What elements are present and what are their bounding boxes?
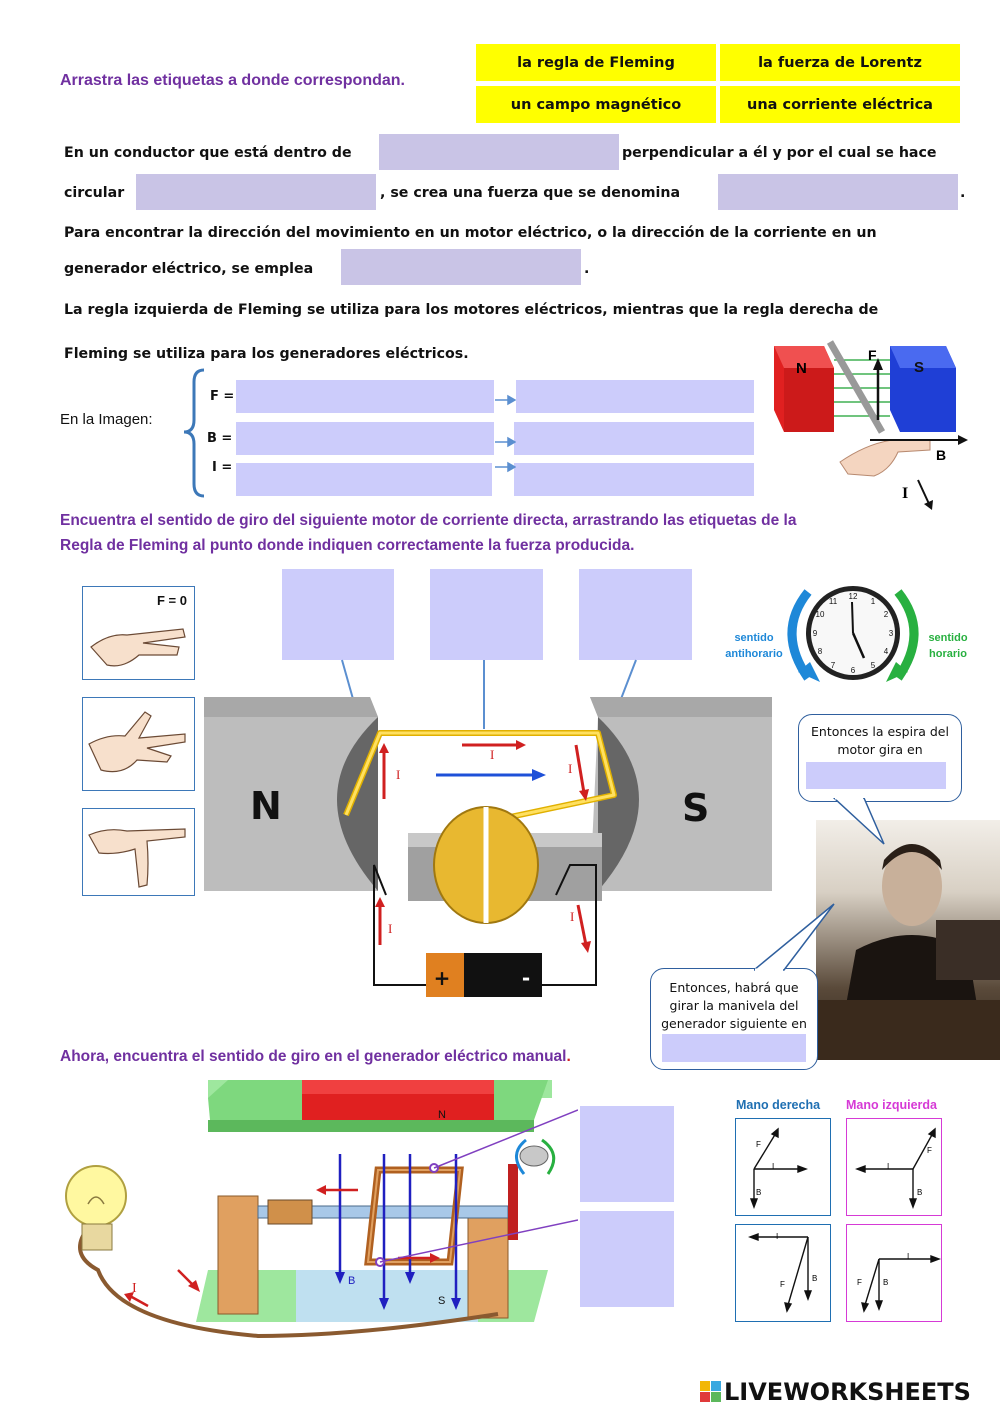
- svg-text:2: 2: [883, 610, 889, 619]
- rule-box-left-1[interactable]: [846, 1118, 942, 1216]
- hand-card-3[interactable]: [82, 808, 195, 896]
- r1-b: B: [756, 1188, 762, 1197]
- motor-instruction-2: Regla de Fleming al punto donde indiquen correctamente la fuerza producida.: [60, 537, 635, 554]
- hand-pointing-icon: [87, 704, 191, 784]
- generator-instruction: Ahora, encuentra el sentido de giro en el generador eléctrico manual.: [60, 1048, 571, 1065]
- motor-rotation-drop[interactable]: [806, 762, 946, 789]
- battery-minus: -: [521, 966, 531, 990]
- text-line-2c: .: [960, 185, 966, 201]
- fleming-magnet-diagram: [770, 340, 970, 512]
- svg-text:5: 5: [870, 661, 876, 670]
- svg-text:9: 9: [812, 629, 818, 638]
- drop-zone-2[interactable]: [136, 174, 376, 210]
- image-label: En la Imagen:: [60, 411, 153, 428]
- motor-i-top: I: [490, 747, 495, 762]
- rule-vectors-icon-2: [847, 1119, 941, 1215]
- r1-i: I: [772, 1162, 775, 1171]
- drop-zone-4[interactable]: [341, 249, 581, 285]
- portrait-photo: [816, 820, 1000, 1060]
- battery-plus: +: [433, 966, 451, 990]
- svg-text:1: 1: [870, 597, 876, 606]
- svg-text:4: 4: [883, 647, 889, 656]
- l2-f: F: [857, 1278, 862, 1287]
- motor-i-right: I: [568, 761, 573, 776]
- liveworksheets-logo: [700, 1378, 971, 1406]
- bubble2-tail: [754, 902, 838, 972]
- bubble1-tail: [830, 798, 890, 848]
- text-line-4a: generador eléctrico, se emplea: [64, 261, 314, 277]
- f-label: F =: [210, 389, 235, 404]
- r2-b: B: [812, 1274, 818, 1283]
- drop-zone-1[interactable]: [379, 134, 619, 170]
- l2-b: B: [883, 1278, 889, 1287]
- l2-i: I: [907, 1252, 910, 1261]
- l1-b: B: [917, 1188, 923, 1197]
- svg-text:10: 10: [815, 610, 825, 619]
- cw-label: sentido horario: [928, 632, 968, 660]
- left-hand-label: Mano izquierda: [846, 1098, 937, 1112]
- hand-card-2[interactable]: [82, 697, 195, 791]
- ccw-label: sentido antihorario: [725, 632, 783, 660]
- svg-text:6: 6: [850, 666, 856, 675]
- hand-down-icon: [87, 815, 191, 891]
- generator-drop-top[interactable]: [580, 1106, 674, 1202]
- text-line-1b: perpendicular a él y por el cual se hace: [622, 145, 937, 161]
- svg-text:3: 3: [888, 629, 894, 638]
- rule-vectors-icon-3: [736, 1225, 830, 1321]
- text-line-2a: circular: [64, 185, 125, 201]
- brace-icon: [180, 368, 210, 498]
- portrait-icon: [816, 820, 1000, 1060]
- text-line-2b: , se crea una fuerza que se denomina: [380, 185, 681, 201]
- generator-rotation-drop[interactable]: [662, 1034, 806, 1062]
- l1-i: I: [887, 1162, 890, 1171]
- i-label: I =: [212, 460, 233, 475]
- b-label: B =: [207, 431, 233, 446]
- magnet-n-label: N: [796, 360, 807, 377]
- hand-card-f0[interactable]: [82, 586, 195, 680]
- rule-vectors-icon: [736, 1119, 830, 1215]
- motor-i-br: I: [570, 909, 575, 924]
- drop-i-1[interactable]: [236, 463, 492, 496]
- drag-instruction: Arrastra las etiquetas a donde correspondan.: [60, 72, 405, 89]
- motor-diagram: [200, 655, 775, 1005]
- gen-i-label: I: [132, 1281, 137, 1296]
- drop-b-1[interactable]: [236, 422, 494, 455]
- text-line-3: Para encontrar la dirección del movimiento en un motor eléctrico, o la dirección de la corriente en un: [64, 225, 877, 241]
- brand-text: LIVEWORKSHEETS: [724, 1378, 971, 1406]
- clock-diagram: [780, 580, 926, 686]
- magnet-s-label: S: [914, 359, 925, 376]
- gen-s-label: S: [438, 1295, 446, 1307]
- motor-i-left: I: [396, 767, 401, 782]
- motor-i-bl: I: [388, 921, 393, 936]
- right-hand-label: Mano derecha: [736, 1098, 821, 1112]
- text-line-5: La regla izquierda de Fleming se utiliza para los motores eléctricos, mientras que la regla derecha de: [64, 302, 879, 318]
- tag-regla-fleming[interactable]: la regla de Fleming: [476, 44, 716, 81]
- logo-icon: [700, 1379, 722, 1405]
- drop-f-2[interactable]: [516, 380, 754, 413]
- motor-drop-left[interactable]: [282, 569, 394, 660]
- rule-box-left-2[interactable]: [846, 1224, 942, 1322]
- tag-campo-magnetico[interactable]: un campo magnético: [476, 86, 716, 123]
- svg-text:8: 8: [817, 647, 823, 656]
- svg-text:12: 12: [848, 592, 858, 601]
- drop-zone-3[interactable]: [718, 174, 958, 210]
- text-line-1a: En un conductor que está dentro de: [64, 145, 352, 161]
- bubble2-text: Entonces, habrá que girar la manivela del generador siguiente en: [661, 980, 807, 1031]
- svg-text:7: 7: [830, 661, 836, 670]
- gen-b-label: B: [348, 1275, 356, 1287]
- f0-label: F = 0: [157, 593, 187, 608]
- motor-n-label: N: [250, 784, 282, 828]
- tag-fuerza-lorentz[interactable]: la fuerza de Lorentz: [720, 44, 960, 81]
- motor-drop-center[interactable]: [430, 569, 543, 660]
- magnet-f-label: F: [868, 347, 877, 363]
- motor-drop-right[interactable]: [579, 569, 692, 660]
- r2-f: F: [780, 1280, 785, 1289]
- text-line-4b: .: [584, 261, 590, 277]
- tag-corriente-electrica[interactable]: una corriente eléctrica: [720, 86, 960, 123]
- l1-f: F: [927, 1146, 932, 1155]
- motor-s-label: S: [682, 786, 710, 830]
- rule-vectors-icon-4: [847, 1225, 941, 1321]
- bubble1-text: Entonces la espira del motor gira en: [811, 724, 949, 757]
- hand-f0-icon: [87, 607, 191, 673]
- magnet-i-label: I: [902, 485, 909, 502]
- motor-instruction: Encuentra el sentido de giro del siguiente motor de corriente directa, arrastrando las etiquetas de la: [60, 512, 797, 529]
- r1-f: F: [756, 1140, 761, 1149]
- r2-i: I: [776, 1232, 779, 1241]
- svg-text:11: 11: [828, 597, 838, 606]
- rule-box-right-1[interactable]: [735, 1118, 831, 1216]
- drop-i-2[interactable]: [514, 463, 754, 496]
- gen-n-label: N: [438, 1109, 446, 1121]
- magnet-b-label: B: [936, 447, 947, 463]
- generator-drop-bottom[interactable]: [580, 1211, 674, 1307]
- small-arrows: [494, 392, 516, 476]
- drop-f-1[interactable]: [236, 380, 494, 413]
- rule-box-right-2[interactable]: [735, 1224, 831, 1322]
- generator-diagram: [58, 1074, 578, 1356]
- drop-b-2[interactable]: [514, 422, 754, 455]
- text-line-6: Fleming se utiliza para los generadores eléctricos.: [64, 346, 469, 362]
